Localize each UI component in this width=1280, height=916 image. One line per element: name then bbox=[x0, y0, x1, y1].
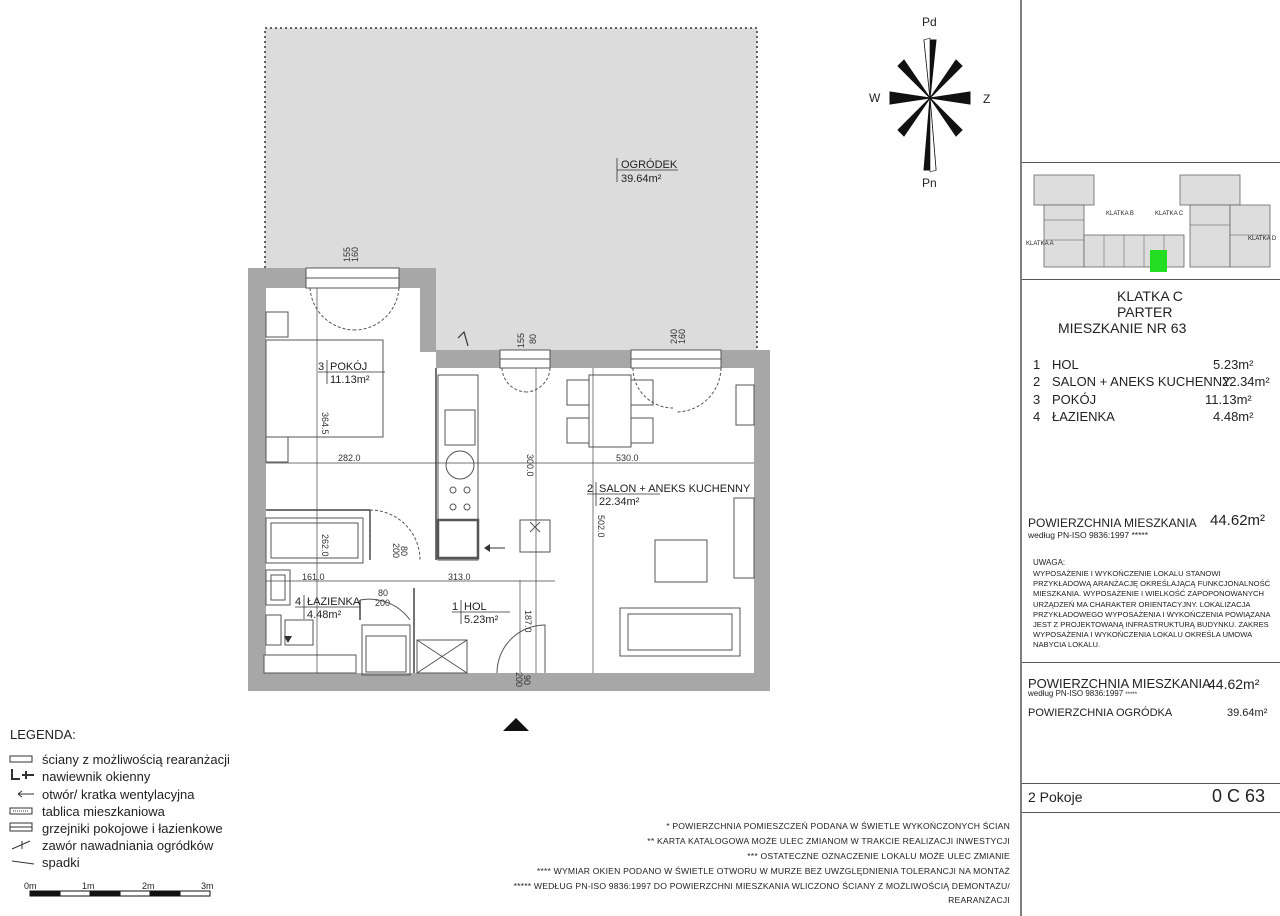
footnote: **** WYMIAR OKIEN PODANO W ŚWIETLE OTWORU W MURZE BEZ UWZGLĘDNIENIA TOLERANCJI NA MONTAŻ bbox=[536, 866, 1010, 876]
legend-item bbox=[10, 751, 230, 768]
area2-label: POWIERZCHNIA MIESZKANIA bbox=[1028, 676, 1211, 691]
info-floor: PARTER bbox=[1117, 304, 1173, 320]
legend-label: tablica mieszkaniowa bbox=[42, 804, 165, 819]
room-3-name: POKÓJ bbox=[330, 361, 368, 373]
keyplan-label-a: KLATKA A bbox=[1026, 241, 1054, 247]
slope-icon bbox=[10, 855, 40, 870]
room-3-num: 3 bbox=[318, 361, 325, 373]
area2-value: 44.62m² bbox=[1208, 676, 1260, 692]
scale-2: 2m bbox=[142, 881, 155, 891]
dim-3645: 364.5 bbox=[320, 412, 330, 435]
dim-5020: 502.0 bbox=[596, 515, 606, 538]
panel-board-icon bbox=[10, 804, 40, 819]
legend-label: nawiewnik okienny bbox=[42, 769, 151, 784]
keyplan-label-d: KLATKA D bbox=[1248, 236, 1277, 242]
dim-80a: 80 bbox=[528, 333, 538, 344]
area-value: 44.62m² bbox=[1210, 512, 1266, 529]
room-list-name: POKÓJ bbox=[1052, 392, 1097, 407]
garden-area bbox=[265, 28, 757, 268]
dim-2820: 282.0 bbox=[338, 453, 361, 463]
keyplan-label-b: KLATKA B bbox=[1106, 211, 1134, 217]
scale-3: 3m bbox=[201, 881, 214, 891]
legend-item bbox=[10, 837, 213, 854]
garden-label: OGRÓDEK bbox=[621, 159, 678, 171]
legend-label: ściany z możliwością rearanżacji bbox=[42, 752, 230, 767]
dim-200c: 200 bbox=[375, 598, 391, 608]
legend-label: spadki bbox=[42, 855, 80, 870]
area2-sub bbox=[1028, 689, 1137, 698]
rooms-count: 2 Pokoje bbox=[1028, 789, 1083, 805]
radiator-icon bbox=[10, 821, 40, 836]
note-line: MIESZKANIA. WYPOSAŻENIE I WIELKOŚĆ ZAPOPONOWANYCH bbox=[1033, 589, 1264, 599]
dim-160a: 160 bbox=[350, 246, 360, 262]
room-list-num: 4 bbox=[1033, 409, 1041, 424]
notes-title: UWAGA: bbox=[1033, 558, 1066, 567]
irrigation-valve-icon bbox=[10, 837, 40, 854]
info-apartment: MIESZKANIE NR 63 bbox=[1058, 320, 1187, 336]
room-2-name: SALON + ANEKS KUCHENNY bbox=[599, 483, 751, 495]
compass-north: Pd bbox=[922, 15, 937, 29]
note-line: URZĄDZEŃ MA CHARAKTER ORIENTACYJNY. LOKALIZACJA bbox=[1033, 599, 1251, 609]
dim-200b: 200 bbox=[391, 543, 401, 559]
compass-east: Z bbox=[983, 92, 991, 106]
area2-stars: ***** bbox=[1125, 692, 1138, 698]
area-label: POWIERZCHNIA MIESZKANIA bbox=[1028, 516, 1197, 530]
room-3-area: 11.13m² bbox=[330, 374, 370, 386]
keyplan-label-c: KLATKA C bbox=[1155, 211, 1184, 217]
note-line: PRZYKŁADOWEGO WYPOSAŻENIA I WYKOŃCZENIA POWIĄZANA bbox=[1033, 609, 1271, 619]
garden-area-label: 39.64m² bbox=[621, 173, 662, 185]
dim-80c: 80 bbox=[378, 588, 389, 598]
room-4-area: 4.48m² bbox=[307, 609, 342, 621]
scale-1: 1m bbox=[82, 881, 95, 891]
note-line: JEST Z PROJEKTOWANĄ INFRASTRUKTURĄ BUDYNKU. ZAKRES bbox=[1033, 620, 1269, 630]
footnote: REARANŻACJI bbox=[948, 895, 1010, 905]
room-list-name: SALON + ANEKS KUCHENNY bbox=[1052, 374, 1231, 389]
room-list-num: 1 bbox=[1033, 357, 1041, 372]
note-line: WYPOSAŻENIE I WYKOŃCZENIE LOKALU STANOWI bbox=[1033, 569, 1221, 578]
room-1-name: HOL bbox=[464, 601, 487, 613]
compass-rose-icon bbox=[890, 38, 970, 172]
garden-area-info-label: POWIERZCHNIA OGRÓDKA bbox=[1028, 707, 1173, 719]
room-2-area: 22.34m² bbox=[599, 496, 640, 508]
dim-1610: 161.0 bbox=[302, 572, 325, 582]
note-line: PRZYKŁADOWĄ ARANŻACJĘ OKREŚLAJĄCĄ FUNKCJONALNOŚĆ bbox=[1033, 579, 1271, 589]
note-line: NABYCIA LOKALU. bbox=[1033, 640, 1101, 650]
vent-opening-icon bbox=[10, 787, 40, 802]
scale-0: 0m bbox=[24, 881, 37, 891]
unit-code: 0 C 63 bbox=[1212, 786, 1266, 806]
arrow-icon bbox=[484, 544, 490, 552]
compass-south: Pn bbox=[922, 176, 937, 190]
legend-label: zawór nawadniania ogródków bbox=[42, 838, 214, 853]
dim-200d: 200 bbox=[514, 672, 524, 688]
note-line: WYPOSAŻENIA I WYKOŃCZENIA LOKALU OKREŚLA UMOWA bbox=[1033, 630, 1253, 640]
footnote: ** KARTA KATALOGOWA MOŻE ULEC ZMIANOM W TRAKCIE REALIZACJI INWESTYCJI bbox=[647, 836, 1010, 846]
scale-bar bbox=[30, 891, 210, 896]
room-list-name: ŁAZIENKA bbox=[1052, 409, 1115, 424]
room-list-num: 2 bbox=[1033, 374, 1041, 389]
window-vent-icon bbox=[10, 767, 40, 786]
entrance-arrow-icon bbox=[503, 718, 529, 731]
legend-item bbox=[10, 820, 223, 837]
dim-1870: 187.0 bbox=[523, 610, 533, 633]
area2-sub-text: według PN-ISO 9836:1997 bbox=[1028, 689, 1124, 698]
legend-item bbox=[10, 803, 165, 820]
dim-90: 90 bbox=[522, 675, 532, 686]
room-list-area: 11.13m² bbox=[1205, 392, 1252, 407]
legend-label: otwór/ kratka wentylacyjna bbox=[42, 787, 195, 802]
unit-highlight bbox=[1150, 250, 1167, 272]
notes-block bbox=[1033, 569, 1273, 651]
dim-240: 240 bbox=[669, 328, 679, 344]
garden-area-info-value: 39.64m² bbox=[1227, 707, 1268, 719]
dim-3130: 313.0 bbox=[448, 572, 471, 582]
room-list-name: HOL bbox=[1052, 357, 1079, 372]
area-sub: według PN-ISO 9836:1997 ***** bbox=[1028, 530, 1149, 540]
room-1-num: 1 bbox=[452, 601, 459, 613]
room-list-area: 4.48m² bbox=[1213, 409, 1254, 424]
dim-160b: 160 bbox=[677, 328, 687, 344]
wall-rearrange-icon bbox=[10, 752, 40, 767]
key-plan bbox=[1026, 165, 1277, 275]
legend-item bbox=[10, 768, 150, 785]
legend-item bbox=[10, 854, 80, 871]
legend-label: grzejniki pokojowe i łazienkowe bbox=[42, 821, 223, 836]
dim-155b: 155 bbox=[516, 332, 526, 348]
dim-5300: 530.0 bbox=[616, 453, 639, 463]
legend-title: LEGENDA: bbox=[10, 727, 76, 742]
room-2-num: 2 bbox=[587, 483, 594, 495]
legend-item bbox=[10, 786, 194, 803]
dim-155a: 155 bbox=[342, 246, 352, 262]
room-list-area: 22.34m² bbox=[1222, 374, 1270, 389]
room-4-num: 4 bbox=[295, 596, 302, 608]
room-list-num: 3 bbox=[1033, 392, 1041, 407]
footnote: *** OSTATECZNE OZNACZENIE LOKALU MOŻE ULEC ZMIANIE bbox=[747, 851, 1010, 861]
room-1-area: 5.23m² bbox=[464, 614, 499, 626]
compass-west: W bbox=[869, 91, 881, 105]
garden-area-lower bbox=[436, 268, 757, 352]
dim-3000: 300.0 bbox=[525, 454, 535, 477]
footnote: * POWIERZCHNIA POMIESZCZEŃ PODANA W ŚWIETLE WYKOŃCZONYCH ŚCIAN bbox=[666, 821, 1010, 831]
info-stair: KLATKA C bbox=[1117, 288, 1183, 304]
room-list-area: 5.23m² bbox=[1213, 357, 1254, 372]
dim-80b: 80 bbox=[399, 546, 409, 557]
footnote: ***** WEDŁUG PN-ISO 9836:1997 DO POWIERZCHNI MIESZKANIA WLICZONO ŚCIANY Z MOŻLIWOŚCIĄ DEMONTAŻU/ bbox=[513, 881, 1010, 891]
room-4-name: ŁAZIENKA bbox=[307, 596, 361, 608]
dim-2620: 262.0 bbox=[320, 534, 330, 557]
